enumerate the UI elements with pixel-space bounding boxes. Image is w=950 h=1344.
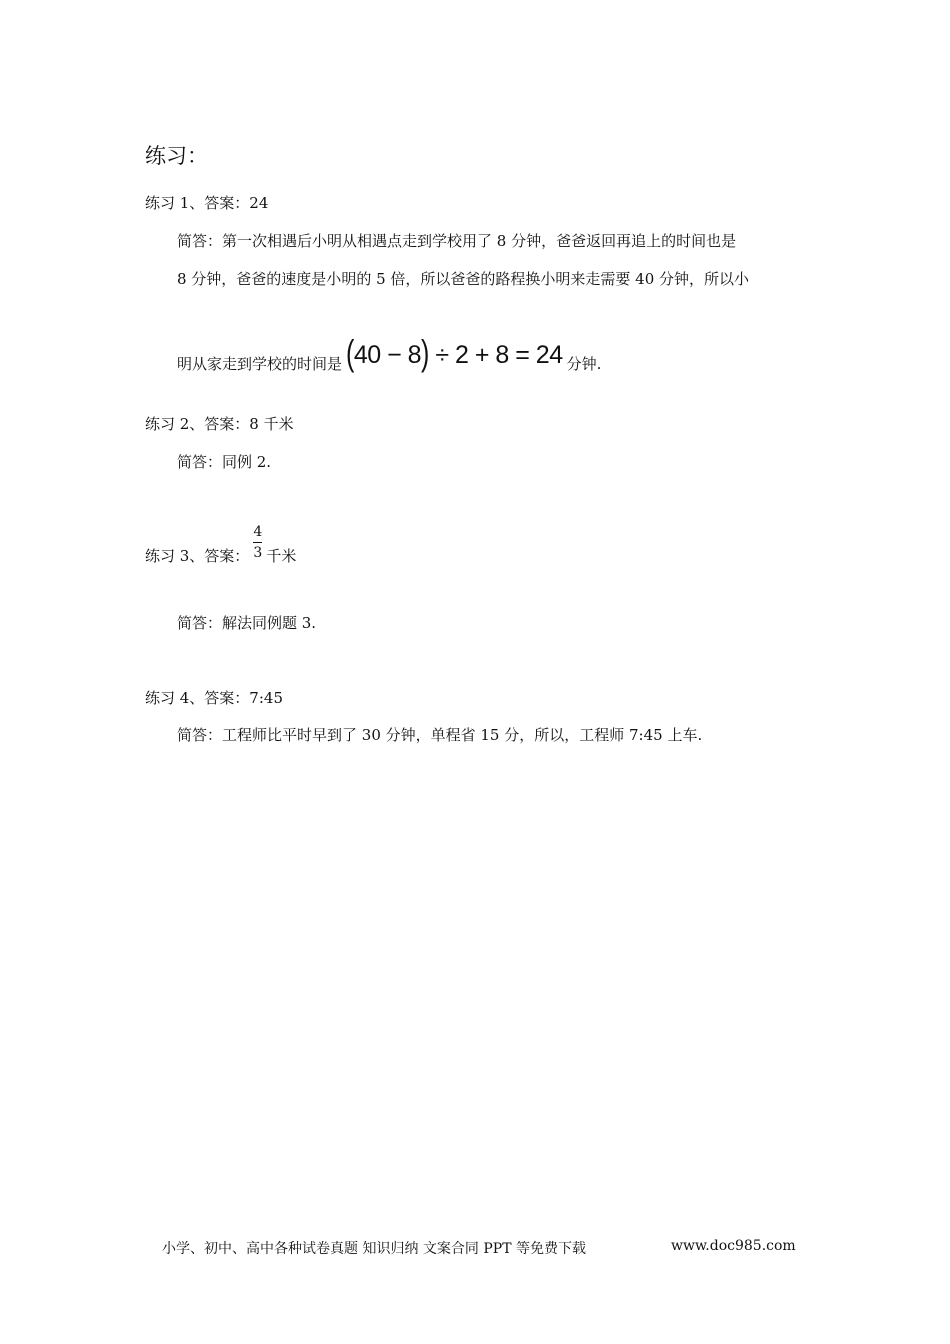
footer-text: 小学、初中、高中各种试卷真题 知识归纳 文案合同 PPT 等免费下载 [162, 1241, 586, 1257]
formula-right-paren: ) [421, 333, 429, 374]
fraction-numerator: 4 [253, 524, 263, 540]
exercise-1-line-3-suffix: 分钟. [566, 355, 602, 373]
exercise-3-title [145, 524, 297, 565]
exercise-1-answer-line-2: 8 分钟，爸爸的速度是小明的 5 倍，所以爸爸的路程换小明来走需要 40 分钟，所以小 [177, 270, 750, 288]
exercise-1-line-3-prefix: 明从家走到学校的时间是 [177, 355, 343, 373]
fraction-bar [253, 542, 262, 543]
footer-website-link[interactable]: www.doc985.com [671, 1238, 796, 1254]
exercise-2-answer-line-1: 简答：同例 2. [177, 453, 272, 471]
section-heading: 练习： [145, 144, 208, 168]
exercise-3-title-suffix: 千米 [266, 547, 297, 565]
fraction [253, 524, 262, 561]
exercise-1-answer-line-3 [177, 333, 602, 376]
exercise-4-title: 练习 4、答案：7:45 [145, 689, 283, 707]
exercise-4-answer-line-1: 简答：工程师比平时早到了 30 分钟，单程省 15 分，所以，工程师 7:45 上车. [177, 726, 703, 744]
exercise-3-title-prefix: 练习 3、答案： [145, 547, 250, 565]
formula-rest: ÷ 2 + 8 = 24 [435, 341, 563, 369]
formula [346, 333, 563, 374]
formula-inner: 40 − 8 [353, 341, 422, 369]
exercise-3-answer-line-1: 简答：解法同例题 3. [177, 614, 317, 632]
exercise-2-title: 练习 2、答案：8 千米 [145, 415, 294, 433]
fraction-denominator: 3 [253, 545, 263, 561]
exercise-1-title: 练习 1、答案：24 [145, 194, 269, 212]
formula-left-paren: ( [346, 333, 354, 374]
exercise-1-answer-line-1: 简答：第一次相遇后小明从相遇点走到学校用了 8 分钟，爸爸返回再追上的时间也是 [177, 232, 737, 250]
